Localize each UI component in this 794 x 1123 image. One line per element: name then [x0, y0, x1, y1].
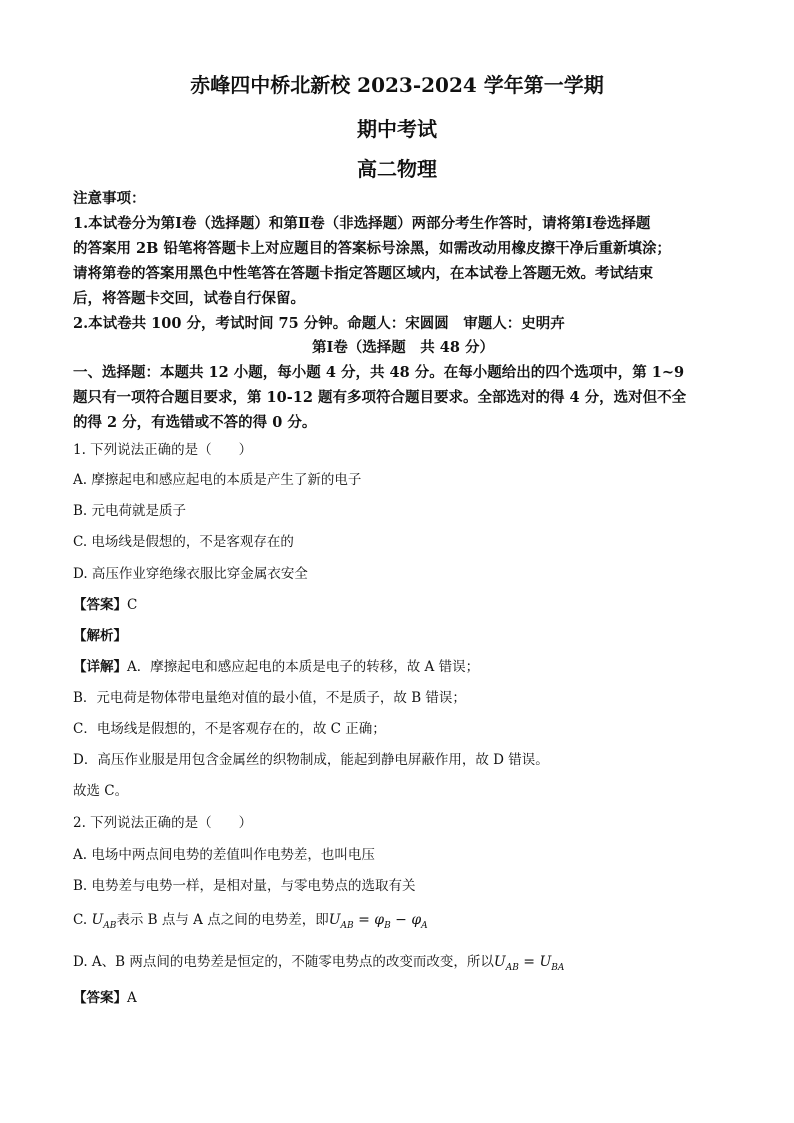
answer-tag: 【答案】 [73, 990, 127, 1006]
notice-heading: 注意事项： [73, 190, 146, 207]
notice-block [73, 186, 733, 336]
notice-item1-line2: 的答案用 2B 铅笔将答题卡上对应题目的答案标号涂黑，如需改动用橡皮擦干净后重新填涂； [73, 240, 671, 257]
detail-text-a: A．摩擦起电和感应起电的本质是电子的转移，故 A 错误； [127, 659, 480, 675]
exam-subtitle: 期中考试 [357, 117, 437, 141]
formula-uab-uba: $U_{AB} = U_{BA}$ [493, 954, 565, 973]
q1-detail-c: C．电场线是假想的，不是客观存在的，故 C 正确； [73, 721, 386, 737]
part1-block [73, 335, 733, 435]
formula-uab-equation: $U_{AB} = \varphi_B - \varphi_A$ [328, 912, 428, 931]
exam-title: 赤峰四中桥北新校 2023-2024 学年第一学期 [190, 73, 604, 97]
part1-instr-line1: 一、选择题：本题共 12 小题，每小题 4 分，共 48 分。在每小题给出的四个选项中，第 1~9 [73, 364, 685, 381]
q1-detail-a [73, 657, 733, 677]
q2-option-b: B. 电势差与电势一样，是相对量，与零电势点的选取有关 [73, 878, 416, 894]
q1-conclusion: 故选 C。 [73, 783, 129, 799]
q2-option-c-prefix: C. [73, 912, 92, 928]
analysis-tag: 【解析】 [73, 628, 127, 644]
q2-option-c [73, 910, 733, 936]
subject-title: 高二物理 [357, 157, 437, 181]
answer-value: C [127, 597, 138, 613]
notice-item1-line1: 1.本试卷分为第Ⅰ卷（选择题）和第Ⅱ卷（非选择题）两部分考生作答时，请将第Ⅰ卷选择题 [73, 215, 651, 232]
notice-item2: 2.本试卷共 100 分，考试时间 75 分钟。命题人：宋圆圆 审题人：史明卉 [73, 315, 565, 332]
q1-option-d: D. 高压作业穿绝缘衣服比穿金属衣安全 [73, 566, 308, 582]
q1-analysis [73, 626, 733, 646]
notice-item1-line3: 请将第卷的答案用黑色中性笔答在答题卡指定答题区域内，在本试卷上答题无效。考试结束 [73, 265, 653, 282]
q2-option-c-text: 表示 B 点与 A 点之间的电势差，即 [116, 912, 329, 928]
part1-instr-line2: 题只有一项符合题目要求，第 10-12 题有多项符合题目要求。全部选对的得 4 分，选对但不全 [73, 389, 687, 406]
q2-option-d [73, 952, 733, 978]
answer-value: A [127, 990, 137, 1006]
detail-tag: 【详解】 [73, 659, 127, 675]
q2-option-d-text: D. A、B 两点间的电势差是恒定的，不随零电势点的改变而改变，所以 [73, 954, 494, 970]
notice-item1-line4: 后，将答题卡交回，试卷自行保留。 [73, 290, 305, 307]
q1-stem: 1. 下列说法正确的是（ ） [73, 442, 253, 458]
q1-option-c: C. 电场线是假想的，不是客观存在的 [73, 534, 294, 550]
part1-heading: 第Ⅰ卷（选择题 共 48 分） [311, 339, 495, 356]
q1-detail-b: B．元电荷是物体带电量绝对值的最小值，不是质子，故 B 错误； [73, 690, 466, 706]
part1-instr-line3: 的得 2 分，有选错或不答的得 0 分。 [73, 414, 317, 431]
q1-answer [73, 595, 733, 615]
q2-option-a: A. 电场中两点间电势的差值叫作电势差，也叫电压 [73, 847, 375, 863]
formula-uab: $U_{AB}$ [91, 912, 117, 931]
q1-option-b: B. 元电荷就是质子 [73, 503, 187, 519]
answer-tag: 【答案】 [73, 597, 127, 613]
q2-stem: 2. 下列说法正确的是（ ） [73, 815, 253, 831]
q2-answer [73, 988, 733, 1008]
q1-option-a: A. 摩擦起电和感应起电的本质是产生了新的电子 [73, 472, 362, 488]
q1-detail-d: D．高压作业服是用包含金属丝的织物制成，能起到静电屏蔽作用，故 D 错误。 [73, 752, 549, 768]
